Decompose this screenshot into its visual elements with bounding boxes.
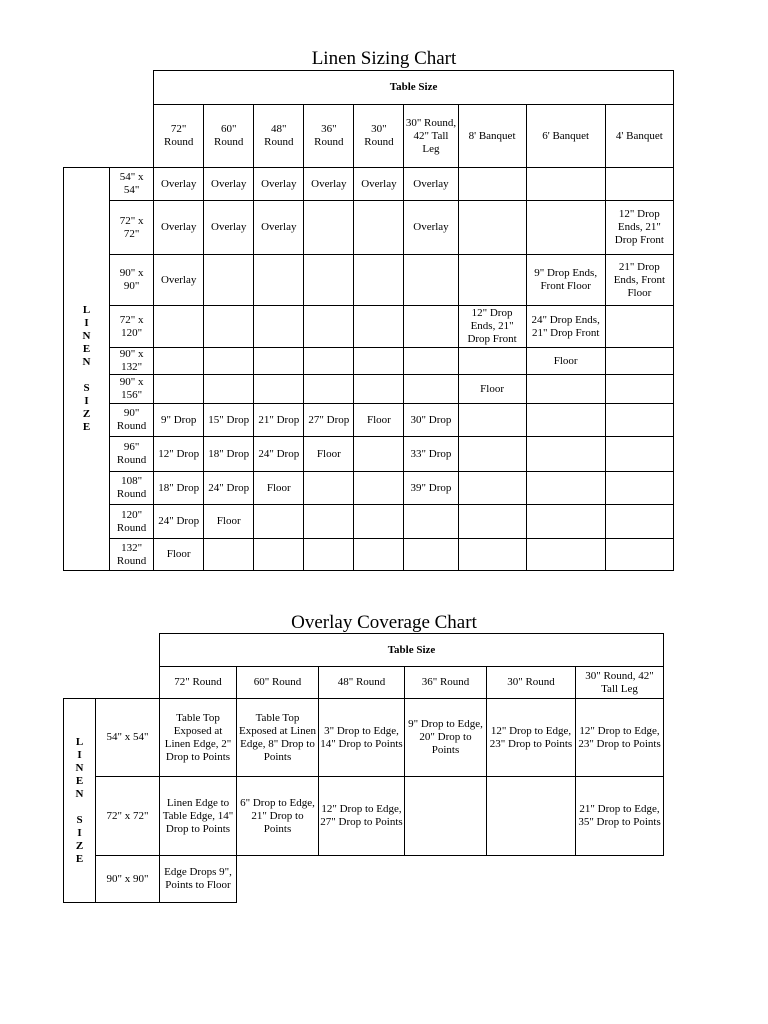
table-cell: 18" Drop — [154, 472, 204, 505]
linen-size-letter: S — [83, 382, 90, 394]
linen-size-letter: I — [77, 748, 82, 761]
table-cell: 33" Drop — [404, 437, 458, 472]
table-cell — [204, 348, 254, 375]
table-size-header: Table Size — [154, 71, 674, 105]
table-cell: Edge Drops 9", Points to Floor — [160, 856, 237, 903]
table-cell: 12" Drop Ends, 21" Drop Front — [458, 306, 526, 348]
table-cell — [354, 306, 404, 348]
table-cell: Floor — [254, 472, 304, 505]
table-cell — [458, 255, 526, 306]
table-cell: Overlay — [154, 201, 204, 255]
table-cell — [404, 255, 458, 306]
row-header: 54" x 54" — [96, 699, 160, 777]
table-cell: 21" Drop Ends, Front Floor — [605, 255, 673, 306]
column-header: 30" Round, 42" Tall Leg — [576, 667, 664, 699]
linen-size-letter: L — [75, 735, 84, 748]
table-cell — [354, 348, 404, 375]
linen-size-letter: I — [84, 317, 89, 329]
table-cell — [605, 168, 673, 201]
linen-size-letter: N — [82, 330, 91, 342]
linen-size-letter: S — [76, 813, 83, 826]
table-cell — [354, 201, 404, 255]
column-header: 30" Round, 42" Tall Leg — [404, 105, 458, 168]
table-cell: 12" Drop to Edge, 23" Drop to Points — [576, 699, 664, 777]
table-cell: Floor — [304, 437, 354, 472]
table-cell — [605, 375, 673, 404]
linen-size-letter: N — [75, 761, 84, 774]
table-cell: 30" Drop — [404, 404, 458, 437]
table-cell: Table Top Exposed at Linen Edge, 2" Drop to Points — [160, 699, 237, 777]
table-cell — [254, 348, 304, 375]
corner-blank — [64, 667, 160, 699]
table-cell — [354, 472, 404, 505]
row-header: 72" x 72" — [96, 777, 160, 856]
table-cell — [204, 375, 254, 404]
table-cell: Overlay — [154, 255, 204, 306]
table-cell: 21" Drop to Edge, 35" Drop to Points — [576, 777, 664, 856]
table-cell: Linen Edge to Table Edge, 14" Drop to Points — [160, 777, 237, 856]
table-cell — [605, 437, 673, 472]
row-header: 90" Round — [110, 404, 154, 437]
column-header: 30" Round — [354, 105, 404, 168]
linen-size-letter: L — [82, 304, 91, 316]
table-cell: 21" Drop — [254, 404, 304, 437]
table-cell — [458, 539, 526, 571]
table-cell: Floor — [204, 505, 254, 539]
row-header: 90" x 156" — [110, 375, 154, 404]
table-cell — [526, 404, 605, 437]
table-cell — [404, 306, 458, 348]
overlay-coverage-table — [63, 633, 664, 903]
column-header: 60" Round — [237, 667, 319, 699]
table-cell — [154, 306, 204, 348]
column-header: 30" Round — [487, 667, 576, 699]
table-cell: Overlay — [254, 168, 304, 201]
table-cell: 3" Drop to Edge, 14" Drop to Points — [319, 699, 405, 777]
table-cell — [458, 437, 526, 472]
table-cell — [154, 348, 204, 375]
table-cell — [458, 505, 526, 539]
table-cell — [526, 539, 605, 571]
table-cell — [354, 255, 404, 306]
table-cell — [304, 505, 354, 539]
table-cell: Floor — [154, 539, 204, 571]
table-cell — [404, 539, 458, 571]
linen-size-letter: E — [75, 774, 84, 787]
linen-sizing-table — [63, 70, 674, 571]
table-cell — [458, 168, 526, 201]
column-header: 4' Banquet — [605, 105, 673, 168]
table-cell — [458, 201, 526, 255]
table-cell — [605, 472, 673, 505]
table-cell: 15" Drop — [204, 404, 254, 437]
row-header: 90" x 132" — [110, 348, 154, 375]
linen-size-letter: N — [82, 356, 91, 368]
table-cell — [254, 255, 304, 306]
row-header: 90" x 90" — [110, 255, 154, 306]
empty-area — [237, 856, 664, 903]
column-header: 36" Round — [304, 105, 354, 168]
table-cell: 9" Drop to Edge, 20" Drop to Points — [405, 699, 487, 777]
table-cell — [405, 777, 487, 856]
table-cell — [254, 375, 304, 404]
table-cell: 9" Drop — [154, 404, 204, 437]
table-cell: 39" Drop — [404, 472, 458, 505]
linen-size-letter: Z — [82, 408, 91, 420]
column-header: 48" Round — [254, 105, 304, 168]
table-cell: Table Top Exposed at Linen Edge, 8" Drop to Points — [237, 699, 319, 777]
table-cell: 24" Drop — [254, 437, 304, 472]
table-cell — [458, 348, 526, 375]
column-header: 6' Banquet — [526, 105, 605, 168]
table-cell: 12" Drop — [154, 437, 204, 472]
table-cell — [526, 201, 605, 255]
table-cell — [526, 375, 605, 404]
column-header: 8' Banquet — [458, 105, 526, 168]
linen-size-letter: Z — [75, 839, 84, 852]
table-cell: Floor — [526, 348, 605, 375]
table-cell — [304, 472, 354, 505]
column-header: 72" Round — [154, 105, 204, 168]
table-cell — [526, 437, 605, 472]
table-cell — [154, 375, 204, 404]
table-cell — [526, 168, 605, 201]
linen-size-side-label — [64, 168, 110, 571]
table-cell: Overlay — [304, 168, 354, 201]
table-cell — [526, 472, 605, 505]
table-cell: 9" Drop Ends, Front Floor — [526, 255, 605, 306]
table-cell — [404, 348, 458, 375]
linen-size-letter: E — [82, 421, 91, 433]
column-header: 60" Round — [204, 105, 254, 168]
table-cell — [204, 539, 254, 571]
linen-size-letter — [65, 801, 94, 814]
table-cell: Overlay — [204, 201, 254, 255]
table-cell — [354, 437, 404, 472]
overlay-coverage-chart-title: Overlay Coverage Chart — [291, 612, 477, 633]
linen-size-letter: I — [84, 395, 89, 407]
table-cell — [526, 505, 605, 539]
table-cell: Overlay — [354, 168, 404, 201]
table-cell — [354, 505, 404, 539]
table-cell: 24" Drop — [204, 472, 254, 505]
table-cell: Overlay — [204, 168, 254, 201]
table-cell — [605, 306, 673, 348]
table-cell — [254, 539, 304, 571]
table-cell: Overlay — [404, 201, 458, 255]
table-cell: 12" Drop to Edge, 23" Drop to Points — [487, 699, 576, 777]
table-cell — [304, 539, 354, 571]
table-cell: 6" Drop to Edge, 21" Drop to Points — [237, 777, 319, 856]
table-cell: 24" Drop — [154, 505, 204, 539]
row-header: 54" x 54" — [110, 168, 154, 201]
table-cell — [204, 255, 254, 306]
table-cell: 18" Drop — [204, 437, 254, 472]
table-cell — [304, 348, 354, 375]
linen-size-letter: N — [75, 787, 84, 800]
row-header: 72" x 120" — [110, 306, 154, 348]
table-cell — [404, 375, 458, 404]
table-cell — [304, 375, 354, 404]
table-cell — [458, 404, 526, 437]
table-cell — [304, 201, 354, 255]
table-cell: Overlay — [154, 168, 204, 201]
table-cell: 12" Drop to Edge, 27" Drop to Points — [319, 777, 405, 856]
linen-size-letter — [65, 369, 108, 382]
table-cell: 12" Drop Ends, 21" Drop Front — [605, 201, 673, 255]
column-header: 48" Round — [319, 667, 405, 699]
table-cell — [605, 505, 673, 539]
table-cell: 24" Drop Ends, 21" Drop Front — [526, 306, 605, 348]
table-size-header: Table Size — [160, 634, 664, 667]
column-header: 72" Round — [160, 667, 237, 699]
table-cell — [204, 306, 254, 348]
row-header: 96" Round — [110, 437, 154, 472]
table-cell — [487, 777, 576, 856]
corner-blank — [64, 634, 160, 667]
table-cell: Overlay — [404, 168, 458, 201]
row-header: 132" Round — [110, 539, 154, 571]
corner-blank — [64, 105, 154, 168]
table-cell — [605, 348, 673, 375]
table-cell: 27" Drop — [304, 404, 354, 437]
table-cell — [254, 505, 304, 539]
row-header: 72" x 72" — [110, 201, 154, 255]
table-cell: Floor — [354, 404, 404, 437]
table-cell — [458, 472, 526, 505]
table-cell — [304, 255, 354, 306]
row-header: 90" x 90" — [96, 856, 160, 903]
table-cell — [304, 306, 354, 348]
column-header: 36" Round — [405, 667, 487, 699]
table-cell — [404, 505, 458, 539]
linen-size-letter: E — [75, 852, 84, 865]
row-header: 120" Round — [110, 505, 154, 539]
table-cell: Overlay — [254, 201, 304, 255]
table-cell — [605, 404, 673, 437]
corner-blank — [64, 71, 154, 105]
table-cell — [254, 306, 304, 348]
table-cell: Floor — [458, 375, 526, 404]
table-cell — [354, 375, 404, 404]
table-cell — [354, 539, 404, 571]
linen-size-letter: E — [82, 343, 91, 355]
linen-size-side-label — [64, 699, 96, 903]
table-cell — [605, 539, 673, 571]
linen-sizing-chart-title: Linen Sizing Chart — [311, 48, 457, 69]
linen-size-letter: I — [77, 826, 82, 839]
row-header: 108" Round — [110, 472, 154, 505]
